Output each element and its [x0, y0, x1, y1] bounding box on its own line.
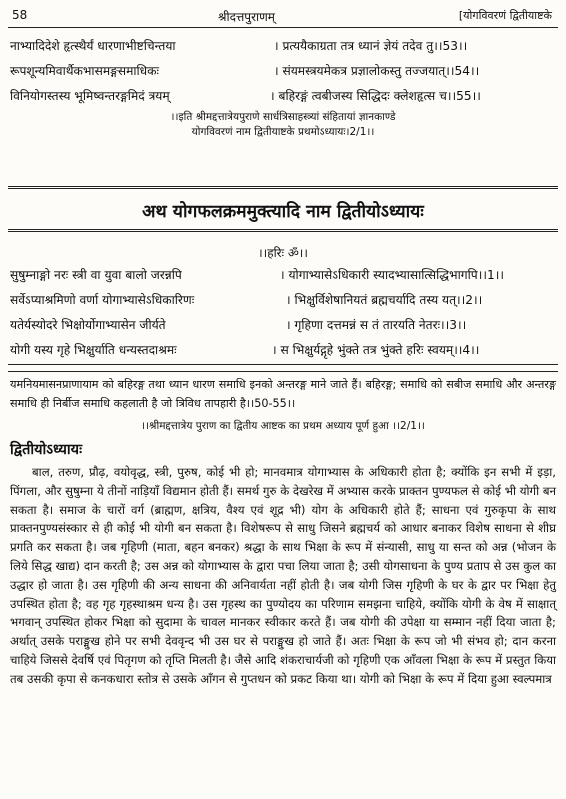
invocation: ।।हरिः ॐ।। [258, 246, 308, 260]
body-paragraph: बाल, तरुण, प्रौढ़, वयोवृद्ध, स्त्री, पुरुष, कोई भी हो; मानवमात्र योगाभ्यास के अधिकारी होता है; क्योंकि इन सभी में इड़ा, पिंगला, और सुषुम्ना ये तीनों नाड़ियाँ विद्यमान होती हैं। समर्थ गुरु के देखरेख में अभ्यास करके प्राक्तन पुण्यफल से कोई भी योगी बन सकता है। समाज के चारों वर्ग (ब्राह्मण, क्षत्रिय, वैश्य एवं शूद्र भी) योग के अधिकारी होते हैं; साधना एवं गुरुकृपा के साथ प्राक्तनपुण्यसंस्कार से ही कोई भी योगी बन सकता है। विशेषरूप से साधु जिसने ब्रह्मचर्य को आधार बनाकर विशेष साधना से शीघ्र प्रगति कर सकता है। जब गृहिणी (माता, बहन बनकर) श्रद्धा के साथ भिक्षा के रूप में संन्यासी, साधु या सन्त को अन्न (भोजन के लिये सिद्ध खाद्य) दान करती है; उस अन्न को योगाभ्यास के द्वारा पचा लिया जाता है; उसी योगसाधना के पुण्य प्रताप से उस कुल का उद्धार हो जाता है। उस गृहिणी की अन्य साधना की अनिवार्यता नहीं होती है। जब योगी जिस गृहिणी के घर के द्वार पर भिक्षा हेतु उपस्थित होता है; वह गृह गृहस्थाश्रम धन्य है। उस गृहस्थ का पुण्योदय का परिणाम समझना चाहिये, क्योंकि योगी के वेष में साक्षात् भगवान् उपस्थित होकर भिक्षा को सुदामा के चावल मानकर स्वीकार करते हैं। जब योगी की उपेक्षा या सम्मान नहीं दिया जाता है; अर्थात् उसके पराङ्मुख होने पर सभी देववृन्द भी उस घर से पराङ्मुख हो जाते हैं। अतः भिक्षा के रूप जो भी संभव हो; दान करना चाहिये जिससे देवर्षि एवं पितृगण को तृप्ति मिलती है। जैसे आदि शंकराचार्यजी को गृहिणी एक आँवला भिक्षा के रूप में प्रस्तुत किया तब उसकी कृपा से कनकधारा स्तोत्र से उसके आँगन से गुप्तधन को प्रकट किया था। योगी को भिक्षा के रूप में दिया हुआ स्वल्पमात्र [10, 465, 556, 686]
running-title: श्रीदत्तपुराणम् [218, 10, 275, 24]
colophon-line-2: योगविवरणं नाम द्वितीयाष्टके प्रथमोऽध्यायः।2/1।। [191, 126, 375, 138]
book-page: 58 श्रीदत्तपुराणम् [योगविवरणं द्वितीयाष्टके नाभ्यादिदेशे हृत्स्थैर्यं धारणाभीष्टचिन्तया । प्रत्ययैकाग्रता तत्र ध्यानं ज्ञेयं तदेव तु।।53।। रूपशून्यमिवार्थैकभासमङ्गसमाधिकः । संयमस्त्रयमेकत्र प्रज्ञालोकस्तु तज्जयात्।।54।। विनियोगस्तस्य भूमिष्वन्तरङ्गमिदं त्रयम् । बहिरङ्गं त्वबीजस्य सिद्धिदः क्लेशहृत्स च।।55।। ।।इति श्रीमद्दत्तात्रेयपुराणे सार्धत्रिसाहस्त्र्यां संहितायां ज्ञानकाण्डे योगविवरणं नाम द्वितीयाष्टके प्रथमोऽध्यायः।2/1।। अथ योगफलक्रममुक्त्यादि नाम द्वितीयोऽध्यायः ।।हरिः ॐ।। सुषुम्नाङ्गो नरः स्त्री वा युवा बालो जरन्नपि । योगाभ्यासेऽधिकारी स्यादभ्यासात्सिद्धिभागपि।।1।। सर्वेऽप्याश्रमिणो वर्णा योगाभ्यासेऽधिकारिणः । भिक्षुर्विशेषानियतं ब्रह्मचर्यादि तस्य यत्।।2।। यतेर्यस्योदरे भिक्षोर्योगाभ्यासेन जीर्यते । गृहिणा दत्तमन्नं स तं तारयति नेतरः।।3।। योगी यस्य गृहे भिक्षुर्याति धन्यस्तदाश्रमः । स भिक्षुर्यद्गृहे भुंक्ते तत्र भुंक्ते हरिः स्वयम्।।4।। यमनियमासनप्राणायाम को बहिरङ्ग तथा ध्यान धारण समाधि इनको अन्तरङ्ग माने जाते हैं। बहिरङ्ग; समाधि को सबीज समाधि और अन्तरङ्ग समाधि ही निर्बीज समाधि कहलाती है जो त्रिविध तापहारी है।।50-55।। ।।श्रीमद्दत्तात्रेय पुराण का द्वितीय आष्टक का प्रथम अध्याय पूर्ण हुआ ।।2/1।। द्वितीयोऽध्यायः बाल, तरुण, प्रौढ़, वयोवृद्ध, स्त्री, पुरुष, कोई भी हो; मानवमात्र योगाभ्यास के अधिकारी होता है; क्योंकि इन सभी में इड़ा, पिंगला, और सुषुम्ना ये तीनों नाड़ियाँ विद्यमान होती हैं। समर्थ गुरु के देखरेख में अभ्यास करके प्राक्तन पुण्यफल से कोई भी योगी बन सकता है। समाज के चारों वर्ग (ब्राह्मण, क्षत्रिय, वैश्य एवं शूद्र भी) योग के अधिकारी होते हैं; साधना एवं गुरुकृपा के साथ प्राक्तनपुण्यसंस्कार से ही कोई भी योगी बन सकता है। विशेषरूप से साधु जिसने ब्रह्मचर्य को आधार बनाकर विशेष साधना से शीघ्र प्रगति कर सकता है। जब गृहिणी (माता, बहन बनकर) श्रद्धा के साथ भिक्षा के रूप में संन्यासी, साधु या सन्त को अन्न (भोजन के लिये सिद्ध खाद्य) दान करती है; उस अन्न को योगाभ्यास के द्वारा पचा लिया जाता है; उसी योगसाधना के पुण्य प्रताप से उस कुल का उद्धार हो जाता है। उस गृहिणी की अन्य साधना की अनिवार्यता नहीं होती है। जब योगी जिस गृहिणी के घर के द्वार पर भिक्षा हेतु उपस्थित होता है; वह गृह गृहस्थाश्रम धन्य है। उस गृहस्थ का पुण्योदय का परिणाम समझना चाहिये, क्योंकि योगी के वेष में साक्षात् भगवान् उपस्थित होकर भिक्षा को सुदामा के चावल मानकर स्वीकार करते हैं। जब योगी की उपेक्षा या सम्मान नहीं दिया जाता है; अर्थात् उसके पराङ्मुख होने पर सभी देववृन्द भी उस घर से पराङ्मुख हो जाते हैं। अतः भिक्षा के रूप जो भी संभव हो; दान करना चाहिये जिससे देवर्षि एवं पितृगण को तृप्ति मिलती है। जैसे आदि शंकराचार्यजी को गृहिणी एक आँवला भिक्षा के रूप में प्रस्तुत किया तब उसकी कृपा से कनकधारा स्तोत्र से उसके आँगन से गुप्तधन को प्रकट किया था। योगी को भिक्षा के रूप में दिया हुआ स्वल्पमात्र [0, 0, 566, 799]
chapter-title: अथ योगफलक्रममुक्त्यादि नाम द्वितीयोऽध्यायः [142, 202, 424, 222]
running-header [8, 8, 558, 26]
chapter-rule-bottom [8, 229, 558, 232]
summary-colophon: ।।श्रीमद्दत्तात्रेय पुराण का द्वितीय आष्टक का प्रथम अध्याय पूर्ण हुआ ।।2/1।। [141, 420, 425, 432]
summary-paragraph: यमनियमासनप्राणायाम को बहिरङ्ग तथा ध्यान धारण समाधि इनको अन्तरङ्ग माने जाते हैं। बहिरङ्ग; समाधि को सबीज समाधि और अन्तरङ्ग समाधि ही निर्बीज समाधि कहलाती है जो त्रिविध तापहारी है।।50-55।। [10, 378, 556, 410]
page-number: 58 [12, 8, 28, 22]
second-chapter-heading: द्वितीयोऽध्यायः [10, 442, 83, 458]
header-rule [8, 27, 558, 28]
colophon-line-1: ।।इति श्रीमद्दत्तात्रेयपुराणे सार्धत्रिसाहस्त्र्यां संहितायां ज्ञानकाण्डे [170, 111, 396, 123]
section-separator [8, 364, 558, 372]
chapter-rule-top [8, 186, 558, 189]
running-section: [योगविवरणं द्वितीयाष्टके [458, 9, 552, 22]
